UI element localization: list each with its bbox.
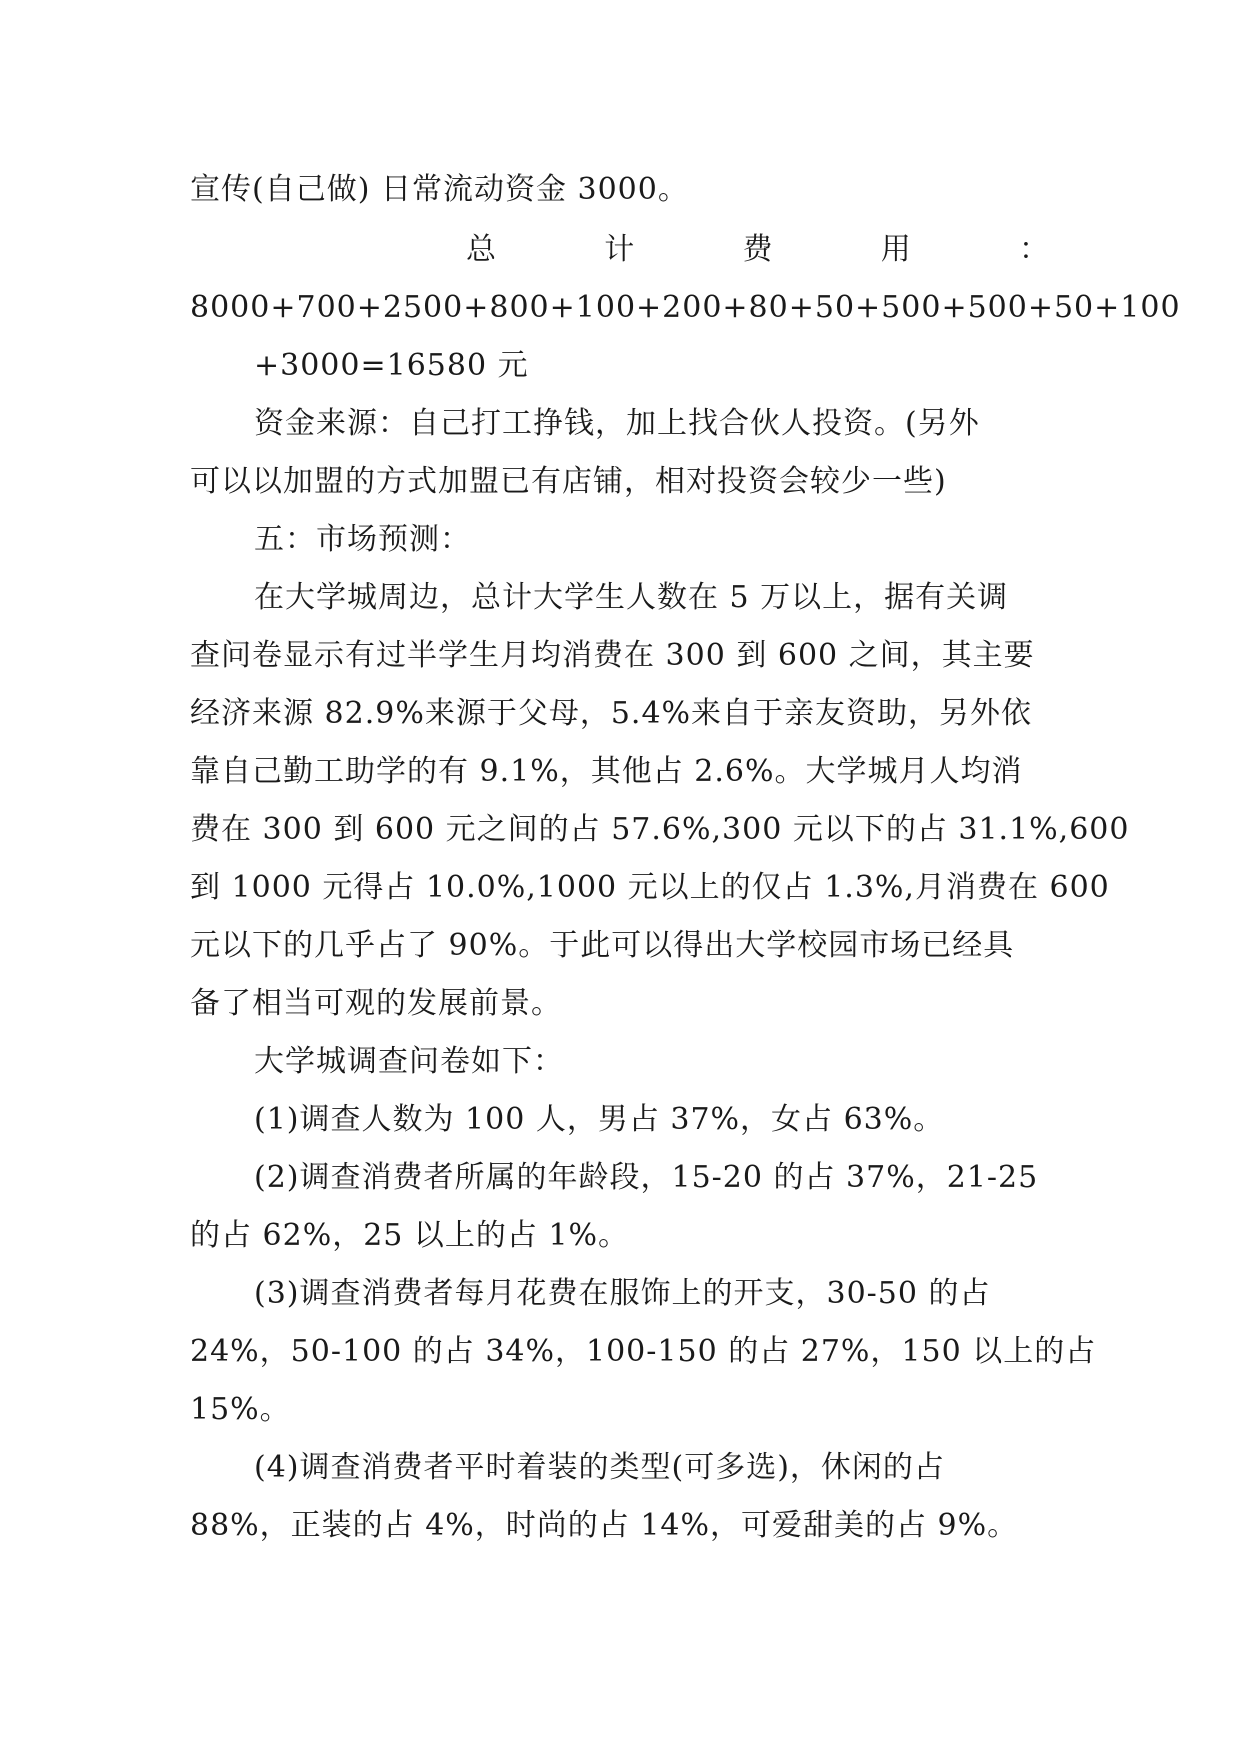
survey-item: (2)调查消费者所属的年龄段，15-20 的占 37%，21-25 [254,1160,1039,1195]
cost-formula-total: +3000=16580 元 [254,348,529,383]
cost-formula: 8000+700+2500+800+100+200+80+50+500+500+50+100 [190,290,1181,325]
text-line: 的占 62%，25 以上的占 1%。 [190,1218,630,1253]
text-line: 经济来源 82.9%来源于父母，5.4%来自于亲友资助，另外依 [190,696,1033,731]
text-line: 在大学城周边，总计大学生人数在 5 万以上，据有关调 [254,580,1009,615]
total-cost-heading [466,230,1050,270]
text-line: 24%，50-100 的占 34%，100-150 的占 27%，150 以上的占 [190,1334,1097,1369]
heading-char: 费 [742,232,774,267]
text-line: 备了相当可观的发展前景。 [190,986,562,1021]
text-line: 88%，正装的占 4%，时尚的占 14%，可爱甜美的占 9%。 [190,1508,1019,1543]
text-line: 资金来源：自己打工挣钱，加上找合伙人投资。(另外 [254,406,980,441]
survey-heading: 大学城调查问卷如下： [254,1044,564,1079]
survey-item: (1)调查人数为 100 人，男占 37%，女占 63%。 [254,1102,945,1137]
text-line: 可以以加盟的方式加盟已有店铺，相对投资会较少一些) [190,464,947,499]
survey-item: (3)调查消费者每月花费在服饰上的开支，30-50 的占 [254,1276,991,1311]
heading-char: ： [1019,232,1050,267]
text-line: 查问卷显示有过半学生月均消费在 300 到 600 之间，其主要 [190,638,1035,673]
text-line: 到 1000 元得占 10.0%,1000 元以上的仅占 1.3%,月消费在 600 [190,870,1110,905]
text-line: 元以下的几乎占了 90%。于此可以得出大学校园市场已经具 [190,928,1015,963]
heading-char: 总 [466,232,497,267]
text-line: 靠自己勤工助学的有 9.1%，其他占 2.6%。大学城月人均消 [190,754,1023,789]
text-line: 费在 300 到 600 元之间的占 57.6%,300 元以下的占 31.1%,600 [190,812,1130,847]
text-line: 宣传(自己做) 日常流动资金 3000。 [190,172,689,207]
survey-item: (4)调查消费者平时着装的类型(可多选)，休闲的占 [254,1450,945,1485]
text-line: 15%。 [190,1392,291,1427]
heading-char: 用 [880,232,912,267]
heading-char: 计 [604,232,636,267]
section-heading: 五：市场预测： [254,522,471,557]
